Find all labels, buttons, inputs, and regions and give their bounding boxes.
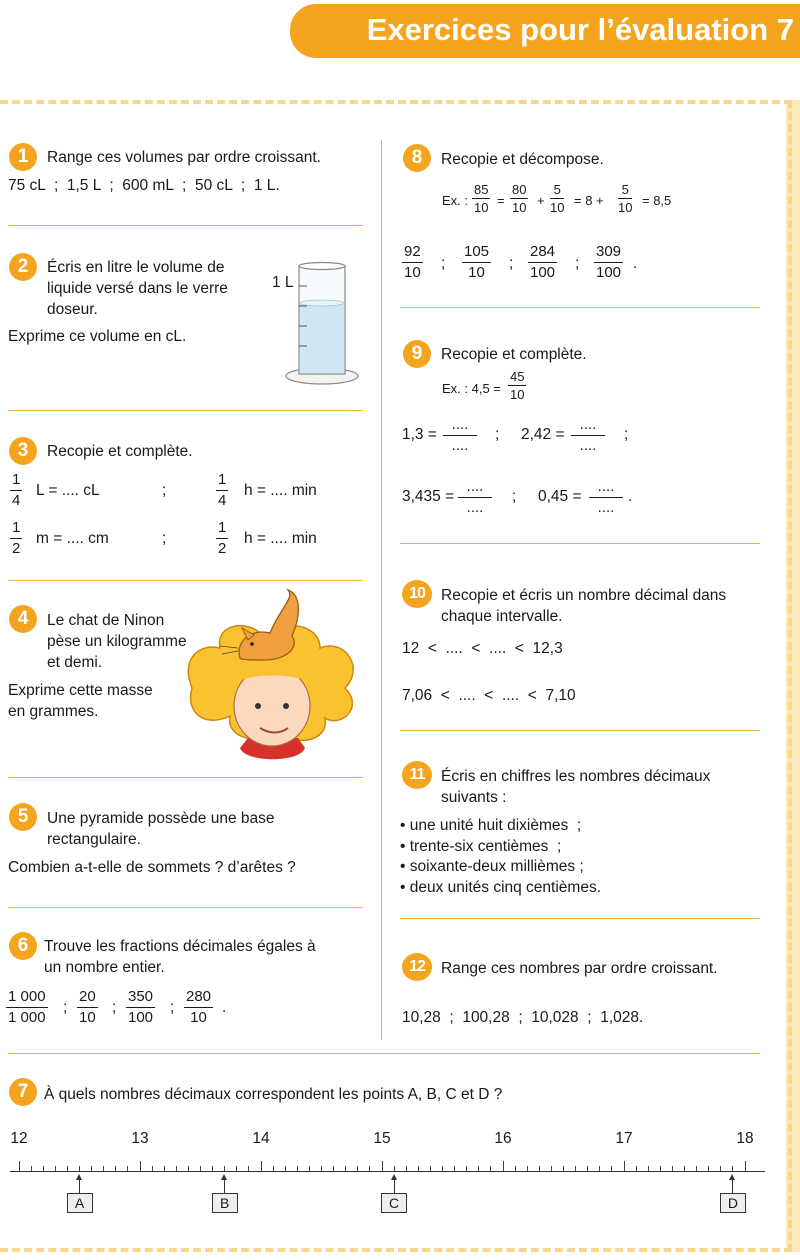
ex12-values: 10,28 ; 100,28 ; 10,028 ; 1,028. bbox=[402, 1009, 644, 1026]
exercise-number-12: 12 bbox=[402, 953, 432, 981]
axis-minor-tick bbox=[527, 1166, 528, 1171]
ex9-separator: ; bbox=[624, 426, 629, 443]
ex9-blank-fraction: .... .... bbox=[589, 478, 623, 517]
axis-major-tick bbox=[261, 1161, 262, 1171]
ex4-line4: Exprime cette masse bbox=[8, 682, 153, 699]
number-line bbox=[0, 1120, 800, 1220]
axis-minor-tick bbox=[200, 1166, 201, 1171]
axis-minor-tick bbox=[672, 1166, 673, 1171]
ex3-separator: ; bbox=[162, 530, 167, 547]
ex4-line1: Le chat de Ninon bbox=[47, 612, 165, 629]
axis-minor-tick bbox=[636, 1166, 637, 1171]
axis-tick-label: 15 bbox=[373, 1130, 391, 1147]
ex2-line1: Écris en litre le volume de bbox=[47, 259, 225, 276]
ex9-item: 0,45 = bbox=[538, 488, 582, 505]
axis-minor-tick bbox=[563, 1166, 564, 1171]
ex5-line3: Combien a-t-elle de sommets ? d’arêtes ? bbox=[8, 859, 296, 876]
axis-minor-tick bbox=[285, 1166, 286, 1171]
ex5-line2: rectangulaire. bbox=[47, 831, 141, 848]
ex6-line1: Trouve les fractions décimales égales à bbox=[44, 938, 316, 955]
ex8-example-fraction: $\frac{5}{10}$ bbox=[550, 182, 565, 215]
axis-minor-tick bbox=[660, 1166, 661, 1171]
ex3-fraction: $\frac{1}{2}$ bbox=[218, 519, 227, 557]
exercise-number-1: 1 bbox=[9, 143, 37, 171]
ex2-line2: liquide versé dans le verre bbox=[47, 280, 228, 297]
axis-major-tick bbox=[382, 1161, 383, 1171]
axis-minor-tick bbox=[309, 1166, 310, 1171]
separator bbox=[8, 580, 363, 581]
ex2-line4: Exprime ce volume en cL. bbox=[8, 328, 187, 345]
axis-minor-tick bbox=[79, 1166, 80, 1171]
measuring-cylinder-icon bbox=[282, 258, 362, 388]
separator bbox=[400, 918, 760, 919]
ex9-item: 1,3 = bbox=[402, 426, 437, 443]
ex3-text: m = .... cm bbox=[36, 530, 109, 547]
axis-minor-tick bbox=[430, 1166, 431, 1171]
ex8-fraction: $\frac{309}{100}$ bbox=[596, 243, 622, 281]
ex6-fraction: $\frac{280}{10}$ bbox=[186, 988, 212, 1026]
ex10-row2: 7,06 < .... < .... < 7,10 bbox=[402, 687, 576, 704]
exercise-number-7: 7 bbox=[9, 1078, 37, 1106]
point-stem bbox=[394, 1179, 395, 1193]
separator bbox=[8, 907, 363, 908]
axis-minor-tick bbox=[212, 1166, 213, 1171]
ex8-example-fraction: $\frac{80}{10}$ bbox=[512, 182, 527, 215]
ex10-line2: chaque intervalle. bbox=[441, 608, 563, 625]
axis-minor-tick bbox=[103, 1166, 104, 1171]
exercise-number-8: 8 bbox=[403, 144, 431, 172]
separator bbox=[400, 307, 760, 308]
ex9-example-fraction: $\frac{45}{10}$ bbox=[510, 369, 525, 402]
axis-minor-tick bbox=[515, 1166, 516, 1171]
ex6-separator: ; bbox=[112, 999, 117, 1016]
axis-minor-tick bbox=[31, 1166, 32, 1171]
axis-minor-tick bbox=[55, 1166, 56, 1171]
axis-tick-label: 14 bbox=[252, 1130, 270, 1147]
ex11-item: • trente-six centièmes ; bbox=[400, 838, 562, 855]
point-stem bbox=[79, 1179, 80, 1193]
axis-minor-tick bbox=[321, 1166, 322, 1171]
separator bbox=[8, 777, 363, 778]
point-stem bbox=[732, 1179, 733, 1193]
ex3-separator: ; bbox=[162, 482, 167, 499]
ex5-line1: Une pyramide possède une base bbox=[47, 810, 275, 827]
separator bbox=[8, 1053, 760, 1054]
ex6-fraction: $\frac{350}{100}$ bbox=[128, 988, 154, 1026]
axis-major-tick bbox=[624, 1161, 625, 1171]
ex3-text: h = .... min bbox=[244, 482, 317, 499]
ex9-example-prefix: Ex. : 4,5 = bbox=[442, 381, 501, 396]
axis-minor-tick bbox=[248, 1166, 249, 1171]
ex6-separator: ; bbox=[170, 999, 175, 1016]
axis-line bbox=[10, 1171, 765, 1172]
ex3-instruction: Recopie et complète. bbox=[47, 443, 193, 460]
ex11-item: • soixante-deux millièmes ; bbox=[400, 858, 584, 875]
glass-label: 1 L bbox=[272, 274, 294, 291]
exercise-number-6: 6 bbox=[9, 932, 37, 960]
ex8-separator: ; bbox=[509, 255, 514, 272]
axis-minor-tick bbox=[611, 1166, 612, 1171]
axis-minor-tick bbox=[164, 1166, 165, 1171]
ex11-line1: Écris en chiffres les nombres décimaux bbox=[441, 768, 711, 785]
ex8-separator: ; bbox=[575, 255, 580, 272]
axis-minor-tick bbox=[115, 1166, 116, 1171]
ex8-separator: ; bbox=[441, 255, 446, 272]
ex8-example-fraction: $\frac{5}{10}$ bbox=[618, 182, 633, 215]
axis-minor-tick bbox=[188, 1166, 189, 1171]
ex10-row1: 12 < .... < .... < 12,3 bbox=[402, 640, 563, 657]
ex3-fraction: $\frac{1}{2}$ bbox=[12, 519, 21, 557]
ex8-example-result: = 8,5 bbox=[642, 193, 672, 208]
ex9-instruction: Recopie et complète. bbox=[441, 346, 587, 363]
ex8-instruction: Recopie et décompose. bbox=[441, 151, 604, 168]
ex8-fraction: $\frac{92}{10}$ bbox=[404, 243, 421, 281]
ex6-fraction: $\frac{20}{10}$ bbox=[79, 988, 96, 1026]
ex10-line1: Recopie et écris un nombre décimal dans bbox=[441, 587, 727, 604]
axis-tick-label: 13 bbox=[131, 1130, 149, 1147]
ex8-fraction: $\frac{284}{100}$ bbox=[530, 243, 556, 281]
ex9-end: . bbox=[628, 488, 633, 505]
ex4-line3: et demi. bbox=[47, 654, 103, 671]
axis-minor-tick bbox=[91, 1166, 92, 1171]
axis-major-tick bbox=[745, 1161, 746, 1171]
separator bbox=[400, 730, 760, 731]
ex1-instruction: Range ces volumes par ordre croissant. bbox=[47, 149, 321, 166]
axis-minor-tick bbox=[454, 1166, 455, 1171]
ex9-blank-fraction: .... .... bbox=[443, 416, 477, 455]
axis-tick-label: 16 bbox=[494, 1130, 512, 1147]
ex8-example-mid: = 8 + bbox=[574, 193, 604, 208]
ex7-instruction: À quels nombres décimaux correspondent les points A, B, C et D ? bbox=[44, 1086, 503, 1103]
ex9-item: 3,435 = bbox=[402, 488, 455, 505]
axis-major-tick bbox=[503, 1161, 504, 1171]
ex8-fraction: $\frac{105}{10}$ bbox=[464, 243, 490, 281]
ex4-line5: en grammes. bbox=[8, 703, 99, 720]
ex4-line2: pèse un kilogramme bbox=[47, 633, 187, 650]
ex11-line2: suivants : bbox=[441, 789, 507, 806]
ex6-separator: ; bbox=[63, 999, 68, 1016]
axis-minor-tick bbox=[406, 1166, 407, 1171]
axis-minor-tick bbox=[357, 1166, 358, 1171]
ex2-line3: doseur. bbox=[47, 301, 98, 318]
axis-minor-tick bbox=[333, 1166, 334, 1171]
axis-major-tick bbox=[140, 1161, 141, 1171]
axis-minor-tick bbox=[696, 1166, 697, 1171]
ex9-item: 2,42 = bbox=[521, 426, 565, 443]
axis-minor-tick bbox=[539, 1166, 540, 1171]
ex9-blank-fraction: .... .... bbox=[571, 416, 605, 455]
axis-minor-tick bbox=[224, 1166, 225, 1171]
point-label-d: D bbox=[720, 1193, 746, 1213]
axis-minor-tick bbox=[394, 1166, 395, 1171]
point-label-c: C bbox=[381, 1193, 407, 1213]
axis-minor-tick bbox=[587, 1166, 588, 1171]
ex11-item: • deux unités cinq centièmes. bbox=[400, 879, 602, 896]
axis-minor-tick bbox=[490, 1166, 491, 1171]
axis-minor-tick bbox=[720, 1166, 721, 1171]
exercise-number-11: 11 bbox=[402, 761, 432, 789]
exercise-number-5: 5 bbox=[9, 803, 37, 831]
axis-minor-tick bbox=[67, 1166, 68, 1171]
ex6-fraction: $\frac{1 000}{1 000}$ bbox=[8, 988, 46, 1026]
ex3-fraction: $\frac{1}{4}$ bbox=[12, 471, 21, 509]
ex1-values: 75 cL ; 1,5 L ; 600 mL ; 50 cL ; 1 L. bbox=[8, 177, 280, 194]
axis-minor-tick bbox=[345, 1166, 346, 1171]
exercise-number-4: 4 bbox=[9, 605, 37, 633]
point-stem bbox=[224, 1179, 225, 1193]
axis-tick-label: 17 bbox=[615, 1130, 633, 1147]
separator bbox=[8, 225, 363, 226]
ex6-line2: un nombre entier. bbox=[44, 959, 165, 976]
axis-minor-tick bbox=[176, 1166, 177, 1171]
ex8-end: . bbox=[633, 255, 638, 272]
axis-minor-tick bbox=[648, 1166, 649, 1171]
axis-minor-tick bbox=[418, 1166, 419, 1171]
axis-minor-tick bbox=[708, 1166, 709, 1171]
axis-minor-tick bbox=[236, 1166, 237, 1171]
exercise-number-10: 10 bbox=[402, 580, 432, 608]
point-label-b: B bbox=[212, 1193, 238, 1213]
ex8-example-plus: + bbox=[537, 193, 545, 208]
axis-minor-tick bbox=[442, 1166, 443, 1171]
axis-tick-label: 12 bbox=[10, 1130, 28, 1147]
separator bbox=[400, 543, 760, 544]
point-label-a: A bbox=[67, 1193, 93, 1213]
ex3-text: L = .... cL bbox=[36, 482, 100, 499]
axis-minor-tick bbox=[369, 1166, 370, 1171]
axis-minor-tick bbox=[152, 1166, 153, 1171]
ex9-separator: ; bbox=[512, 488, 517, 505]
axis-minor-tick bbox=[466, 1166, 467, 1171]
page-title: Exercices pour l’évaluation 7 bbox=[366, 12, 794, 47]
axis-minor-tick bbox=[478, 1166, 479, 1171]
exercise-number-9: 9 bbox=[403, 340, 431, 368]
girl-with-cat-illustration bbox=[180, 588, 365, 768]
ex8-example-eq: = bbox=[497, 193, 505, 208]
ex12-instruction: Range ces nombres par ordre croissant. bbox=[441, 960, 718, 977]
axis-minor-tick bbox=[732, 1166, 733, 1171]
axis-minor-tick bbox=[273, 1166, 274, 1171]
ex3-fraction: $\frac{1}{4}$ bbox=[218, 471, 227, 509]
ex3-text: h = .... min bbox=[244, 530, 317, 547]
axis-minor-tick bbox=[127, 1166, 128, 1171]
ex11-item: • une unité huit dixièmes ; bbox=[400, 817, 582, 834]
axis-minor-tick bbox=[43, 1166, 44, 1171]
separator bbox=[8, 410, 363, 411]
column-divider bbox=[381, 140, 382, 1040]
exercise-number-3: 3 bbox=[9, 437, 37, 465]
axis-minor-tick bbox=[599, 1166, 600, 1171]
axis-minor-tick bbox=[297, 1166, 298, 1171]
ex6-end: . bbox=[222, 999, 227, 1016]
ex8-example-prefix: Ex. : bbox=[442, 193, 469, 208]
ex9-blank-fraction: .... .... bbox=[458, 478, 492, 517]
ex8-example-fraction: $\frac{85}{10}$ bbox=[474, 182, 489, 215]
axis-major-tick bbox=[19, 1161, 20, 1171]
exercise-number-2: 2 bbox=[9, 253, 37, 281]
axis-minor-tick bbox=[684, 1166, 685, 1171]
axis-minor-tick bbox=[551, 1166, 552, 1171]
ex9-separator: ; bbox=[495, 426, 500, 443]
axis-tick-label: 18 bbox=[736, 1130, 754, 1147]
axis-minor-tick bbox=[575, 1166, 576, 1171]
title-banner bbox=[290, 4, 800, 58]
